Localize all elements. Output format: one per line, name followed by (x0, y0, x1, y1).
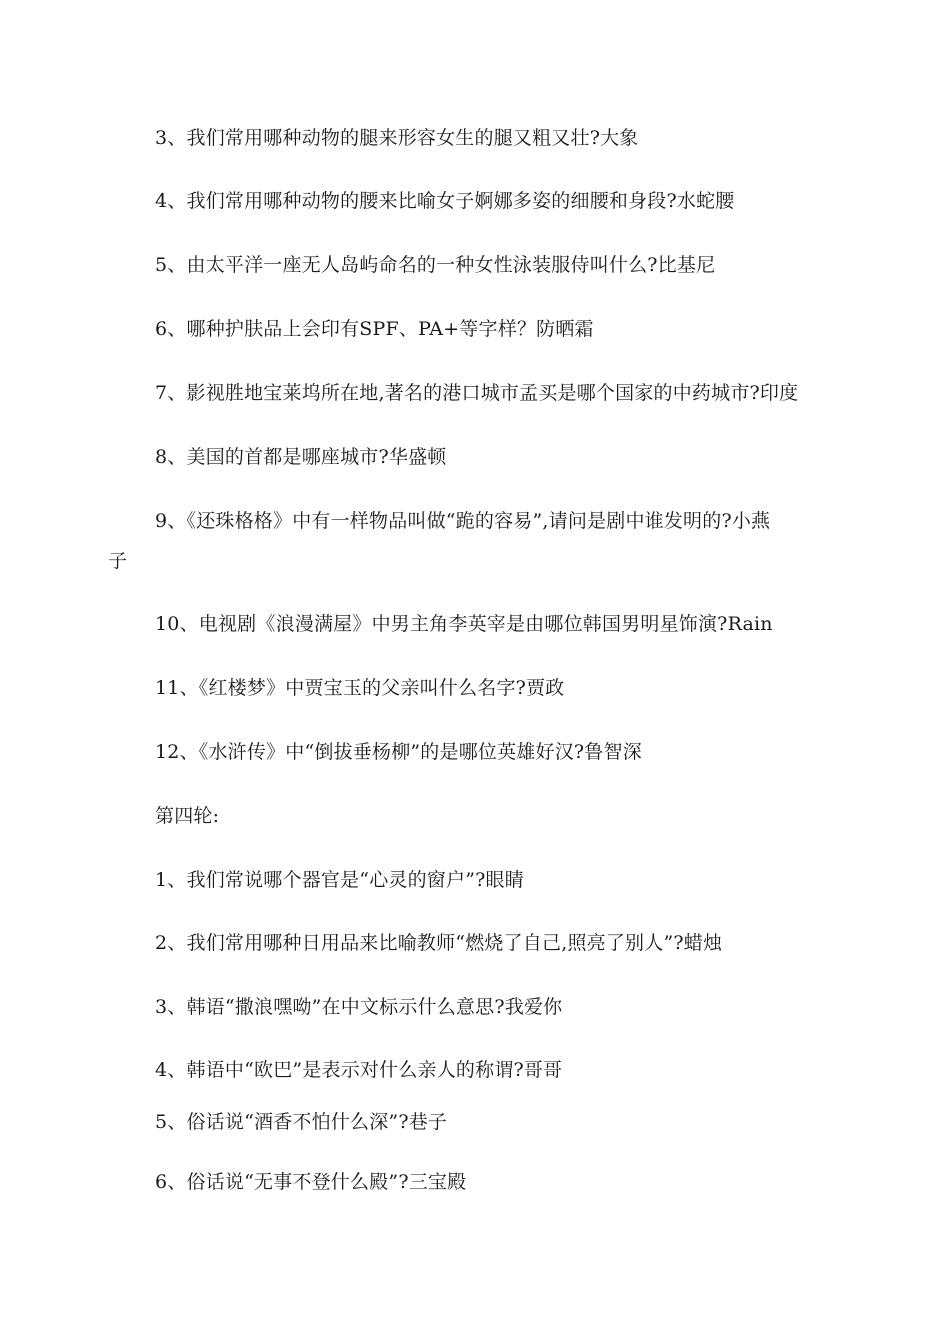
quiz-line-9: 9、《还珠格格》中有一样物品叫做“跪的容易”,请问是剧中谁发明的?小燕 (155, 510, 771, 532)
round-four-line-5: 5、俗话说“酒香不怕什么深”?巷子 (155, 1111, 448, 1133)
quiz-line-6: 6、哪种护肤品上会印有SPF、PA+等字样？防晒霜 (155, 318, 594, 340)
round-four-line-3: 3、韩语“撒浪嘿呦”在中文标示什么意思?我爱你 (155, 996, 563, 1018)
quiz-line-7: 7、影视胜地宝莱坞所在地,著名的港口城市孟买是哪个国家的中药城市?印度 (155, 382, 799, 404)
quiz-line-12: 12、《水浒传》中“倒拔垂杨柳”的是哪位英雄好汉?鲁智深 (155, 741, 642, 763)
round-four-heading: 第四轮: (155, 805, 220, 827)
round-four-line-6: 6、俗话说“无事不登什么殿”?三宝殿 (155, 1171, 467, 1193)
quiz-line-4: 4、我们常用哪种动物的腰来比喻女子婀娜多姿的细腰和身段?水蛇腰 (155, 190, 735, 212)
quiz-line-9-continued: 子 (108, 550, 128, 572)
round-four-line-1: 1、我们常说哪个器官是“心灵的窗户”?眼睛 (155, 869, 524, 891)
quiz-line-5: 5、由太平洋一座无人岛屿命名的一种女性泳装服侍叫什么?比基尼 (155, 254, 716, 276)
round-four-line-2: 2、我们常用哪种日用品来比喻教师“燃烧了自己,照亮了别人”?蜡烛 (155, 932, 723, 954)
quiz-line-8: 8、美国的首都是哪座城市?华盛顿 (155, 446, 447, 468)
quiz-line-11: 11、《红楼梦》中贾宝玉的父亲叫什么名字?贾政 (155, 677, 565, 699)
round-four-line-4: 4、韩语中“欧巴”是表示对什么亲人的称谓?哥哥 (155, 1059, 563, 1081)
quiz-line-10: 10、电视剧《浪漫满屋》中男主角李英宰是由哪位韩国男明星饰演?Rain (155, 613, 773, 635)
quiz-line-3: 3、我们常用哪种动物的腿来形容女生的腿又粗又壮?大象 (155, 127, 639, 149)
